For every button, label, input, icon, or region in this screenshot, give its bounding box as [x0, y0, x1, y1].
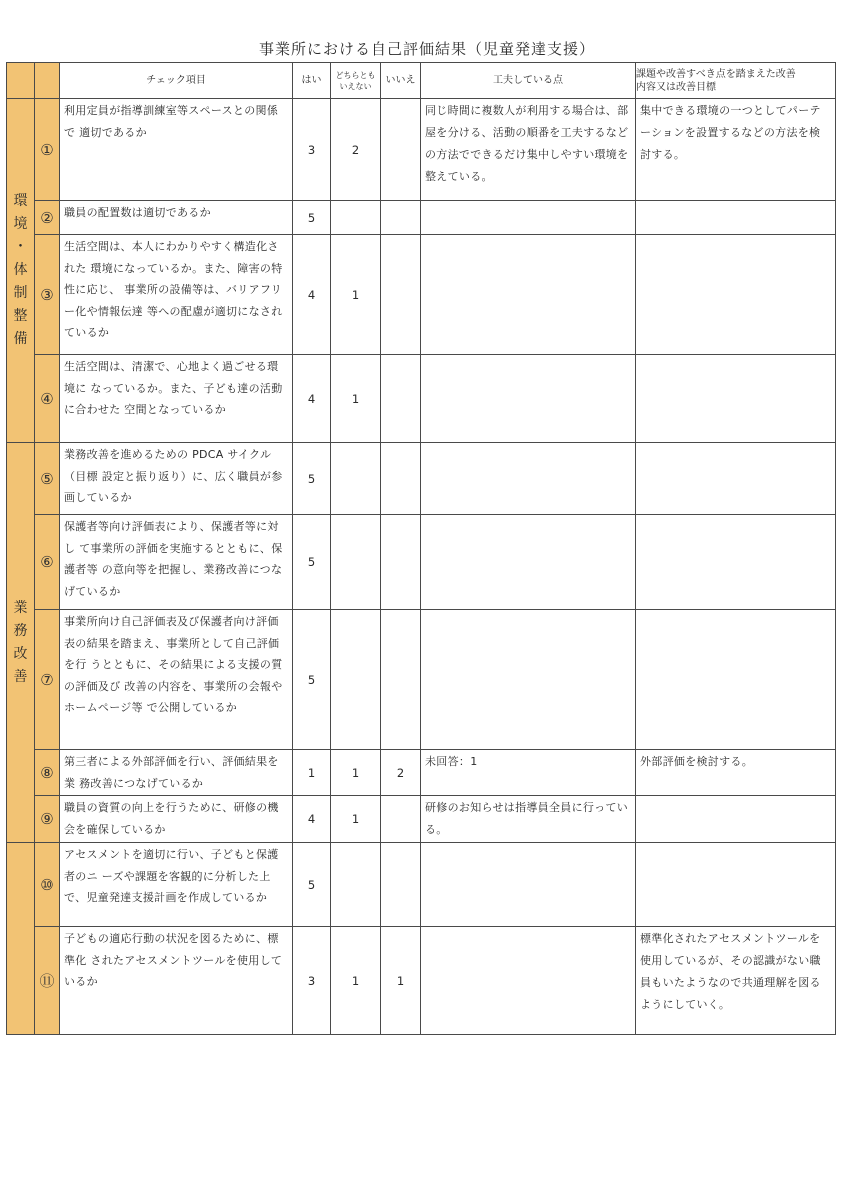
check-item-text: 保護者等向け評価表により、保護者等に対し て事業所の評価を実施するとともに、保護者等 の意向等を把握し、業務改善につなげているか	[60, 515, 293, 610]
item-number: ⑥	[35, 515, 60, 610]
check-item-text: 業務改善を進めるための PDCA サイクル（目標 設定と振り返り）に、広く職員が参画しているか	[60, 443, 293, 515]
improvement-note	[636, 610, 836, 750]
table-row	[7, 443, 836, 515]
header-improvement	[636, 63, 836, 99]
count-neither	[331, 843, 381, 927]
count-no: 2	[381, 750, 421, 796]
count-no	[381, 843, 421, 927]
table-row	[7, 843, 836, 927]
effort-note: 未回答：1	[421, 750, 636, 796]
category-char: 備	[13, 331, 28, 347]
count-yes: 1	[293, 750, 331, 796]
header-blank-category	[7, 63, 35, 99]
count-yes: 5	[293, 515, 331, 610]
category-char: ・	[13, 239, 28, 255]
category-char: 体	[13, 262, 28, 278]
table-row	[7, 610, 836, 750]
item-number: ⑦	[35, 610, 60, 750]
table-row	[7, 796, 836, 843]
item-number: ①	[35, 99, 60, 201]
item-number: ②	[35, 201, 60, 235]
page-title: 事業所における自己評価結果（児童発達支援）	[258, 40, 595, 58]
check-item-text: 生活空間は、清潔で、心地よく過ごせる環境に なっているか。また、子ども達の活動に合わせた 空間となっているか	[60, 355, 293, 443]
check-item-text: 職員の資質の向上を行うために、研修の機会を確保しているか	[60, 796, 293, 843]
item-number: ④	[35, 355, 60, 443]
improvement-note	[636, 443, 836, 515]
check-item-text: 利用定員が指導訓練室等スペースとの関係で 適切であるか	[60, 99, 293, 201]
effort-note: 同じ時間に複数人が利用する場合は、部屋を分ける、活動の順番を工夫するなどの方法でできるだけ集中しやすい環境を整えている。	[421, 99, 636, 201]
category-char: 制	[13, 285, 28, 301]
effort-note: 研修のお知らせは指導員全員に行っている。	[421, 796, 636, 843]
count-yes: 4	[293, 355, 331, 443]
count-yes: 5	[293, 843, 331, 927]
check-item-text: 第三者による外部評価を行い、評価結果を業 務改善につなげているか	[60, 750, 293, 796]
category-char: 改	[13, 645, 28, 662]
count-neither: 2	[331, 99, 381, 201]
effort-note	[421, 235, 636, 355]
header-efforts: 工夫している点	[421, 63, 636, 99]
count-yes: 4	[293, 235, 331, 355]
category-environment	[7, 99, 35, 443]
improvement-note: 標準化されたアセスメントツールを使用しているが、その認識がない職員もいたようなので共通理解を図るようにしていく。	[636, 927, 836, 1035]
count-no	[381, 99, 421, 201]
effort-note	[421, 843, 636, 927]
table-row	[7, 750, 836, 796]
improvement-note	[636, 355, 836, 443]
table-row	[7, 927, 836, 1035]
header-improvement-line1: 課題や改善すべき点を踏まえた改善	[636, 68, 796, 80]
count-no	[381, 610, 421, 750]
check-item-text: アセスメントを適切に行い、子どもと保護者のニ ーズや課題を客観的に分析した上で、児童発達支援計画を作成しているか	[60, 843, 293, 927]
count-yes: 4	[293, 796, 331, 843]
header-check-item: チェック項目	[60, 63, 293, 99]
header-improvement-line2: 内容又は改善目標	[636, 81, 716, 93]
count-neither	[331, 201, 381, 235]
count-no	[381, 515, 421, 610]
count-neither	[331, 515, 381, 610]
count-neither: 1	[331, 750, 381, 796]
count-no	[381, 355, 421, 443]
effort-note	[421, 927, 636, 1035]
improvement-note	[636, 843, 836, 927]
item-number: ⑤	[35, 443, 60, 515]
category-char: 環	[13, 193, 28, 209]
count-no	[381, 796, 421, 843]
count-neither: 1	[331, 927, 381, 1035]
category-char: 善	[13, 668, 28, 685]
count-neither: 1	[331, 235, 381, 355]
count-yes: 3	[293, 99, 331, 201]
effort-note	[421, 443, 636, 515]
item-number: ⑧	[35, 750, 60, 796]
improvement-note	[636, 515, 836, 610]
check-item-text: 職員の配置数は適切であるか	[60, 201, 293, 235]
effort-note	[421, 355, 636, 443]
table-row	[7, 355, 836, 443]
count-yes: 5	[293, 443, 331, 515]
count-no	[381, 235, 421, 355]
category-char: 整	[13, 308, 28, 324]
improvement-note: 外部評価を検討する。	[636, 750, 836, 796]
effort-note	[421, 201, 636, 235]
category-blank	[7, 843, 35, 1035]
effort-note	[421, 515, 636, 610]
header-neither	[331, 63, 381, 99]
improvement-note	[636, 235, 836, 355]
header-no: いいえ	[381, 63, 421, 99]
table-row	[7, 99, 836, 201]
item-number: ⑨	[35, 796, 60, 843]
count-neither: 1	[331, 355, 381, 443]
count-no	[381, 443, 421, 515]
check-item-text: 子どもの適応行動の状況を図るために、標準化 されたアセスメントツールを使用しているか	[60, 927, 293, 1035]
improvement-note	[636, 796, 836, 843]
count-no: 1	[381, 927, 421, 1035]
header-blank-number	[35, 63, 60, 99]
category-char: 務	[13, 622, 28, 639]
header-neither-line1: どちらとも	[335, 70, 376, 80]
count-yes: 5	[293, 201, 331, 235]
category-char: 業	[13, 599, 28, 616]
header-yes: はい	[293, 63, 331, 99]
count-yes: 5	[293, 610, 331, 750]
check-item-text: 生活空間は、本人にわかりやすく構造化された 環境になっているか。また、障害の特性に応じ、 事業所の設備等は、バリアフリー化や情報伝達 等への配慮が適切になされているか	[60, 235, 293, 355]
table-row	[7, 515, 836, 610]
count-no	[381, 201, 421, 235]
table-row	[7, 235, 836, 355]
category-char: 境	[13, 216, 28, 232]
item-number: ⑩	[35, 843, 60, 927]
header-row	[7, 63, 836, 99]
count-neither: 1	[331, 796, 381, 843]
effort-note	[421, 610, 636, 750]
self-evaluation-table	[6, 62, 836, 1035]
table-row	[7, 201, 836, 235]
count-yes: 3	[293, 927, 331, 1035]
check-item-text: 事業所向け自己評価表及び保護者向け評価 表の結果を踏まえ、事業所として自己評価を行 うとともに、その結果による支援の質の評価及び 改善の内容を、事業所の会報やホームページ等 で公開しているか	[60, 610, 293, 750]
header-neither-line2: いえない	[339, 81, 372, 91]
improvement-note: 集中できる環境の一つとしてパーテーションを設置するなどの方法を検討する。	[636, 99, 836, 201]
item-number: ⑪	[35, 927, 60, 1035]
improvement-note	[636, 201, 836, 235]
item-number: ③	[35, 235, 60, 355]
count-neither	[331, 443, 381, 515]
category-business	[7, 443, 35, 843]
count-neither	[331, 610, 381, 750]
